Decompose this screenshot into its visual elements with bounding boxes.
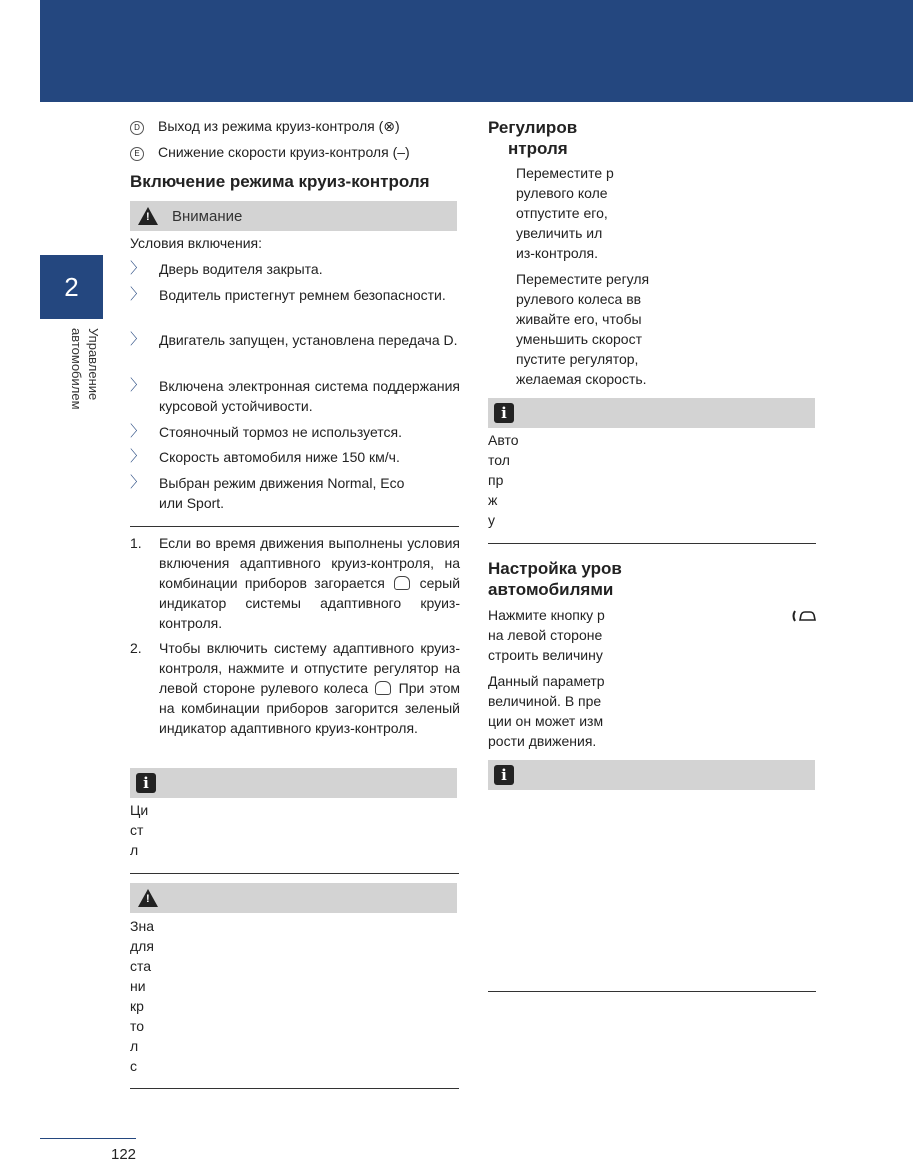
info-icon: i: [136, 773, 156, 793]
info-icon: i: [494, 403, 514, 423]
legend-text: Снижение скорости круиз-контроля (–): [158, 144, 410, 160]
warning-label: Внимание: [172, 207, 243, 225]
divider: [130, 1088, 459, 1089]
divider: [488, 991, 816, 992]
list-item: 〉 Двигатель запущен, установлена передача D.: [130, 331, 458, 348]
chevron-right-icon: 〉: [130, 260, 146, 277]
divider: [488, 543, 816, 544]
legend-letter: D: [130, 121, 144, 135]
list-item: 〉 Водитель пристегнут ремнем безопасности.: [130, 286, 446, 303]
step-item: 2. Чтобы включить систему адаптивного круиз-контроля, нажмите и отпустите регулятор на левой стороне рулевого колеса При этом на комбинации приборов загорится зеленый индикатор адаптивного круиз-контроля.: [130, 640, 461, 736]
cruise-control-icon: [394, 576, 410, 590]
chapter-label-line1: Управление: [86, 328, 101, 401]
chapter-label-line2: автомобилем: [69, 328, 84, 410]
chevron-right-icon: 〉: [130, 448, 146, 465]
warning-bar: [130, 201, 457, 231]
divider: [130, 526, 459, 527]
list-item: 〉 Включена электронная система поддержания курсовой устойчивости.: [130, 377, 460, 414]
info-bar: [488, 398, 815, 428]
chevron-right-icon: 〉: [130, 331, 146, 348]
warning-icon: [138, 889, 158, 907]
legend-text: Выход из режима круиз-контроля (⊗): [158, 118, 400, 134]
step-item: 1. Если во время движения выполнены условия включения адаптивного круиз-контроля, на комбинации приборов загорается серый индикатор системы адаптивного круиз-контроля.: [130, 535, 461, 631]
paragraph: Данный параметр величиной. В пре ции он может изм рости движения.: [488, 673, 605, 749]
legend-item-d: [130, 118, 400, 135]
info-bar: [130, 768, 457, 798]
chapter-label: [62, 328, 102, 428]
legend-letter: E: [130, 147, 144, 161]
step-number: 2.: [130, 640, 142, 656]
info-stub: Ци ст л: [130, 802, 149, 858]
paragraph: Нажмите кнопку р на левой стороне строить величину: [488, 607, 605, 663]
legend-item-e: [130, 144, 410, 161]
section-heading: Включение режима круиз-контроля: [130, 172, 430, 191]
chapter-number: 2: [64, 271, 79, 302]
chevron-right-icon: 〉: [130, 423, 146, 440]
distance-button-icon: [791, 608, 817, 624]
warning-icon: [138, 207, 158, 225]
info-icon: i: [494, 765, 514, 785]
info-stub: Авто тол пр ж у: [488, 432, 519, 528]
list-item: 〉 Дверь водителя закрыта.: [130, 260, 323, 277]
list-item: 〉 Скорость автомобиля ниже 150 км/ч.: [130, 448, 400, 465]
chevron-right-icon: 〉: [130, 286, 146, 303]
cruise-control-icon: [375, 681, 391, 695]
page-number: 122: [111, 1146, 137, 1163]
chapter-tab: [40, 255, 103, 319]
step-number: 1.: [130, 535, 142, 551]
chevron-right-icon: 〉: [130, 474, 146, 491]
info-bar: [488, 760, 815, 790]
paragraph: Переместите регуля рулевого колеса вв живайте его, чтобы уменьшить скорост пустите регулятор, желаемая скорость.: [516, 271, 650, 387]
warning-stub: Зна для ста ни кр то л с: [130, 918, 154, 1074]
section-heading: Регулиров нтроля: [488, 118, 578, 158]
paragraph: Переместите р рулевого коле отпустите его, увеличить ил из-контроля.: [516, 165, 614, 261]
conditions-intro: Условия включения:: [130, 235, 262, 251]
divider: [130, 873, 459, 874]
list-item: 〉 Стояночный тормоз не используется.: [130, 423, 403, 440]
header-band: [40, 0, 913, 102]
list-item: 〉 Выбран режим движения Normal, Eco или Sport.: [130, 474, 405, 511]
footer-rule: [40, 1138, 136, 1139]
warning-bar-2: [130, 883, 457, 913]
section-heading: Настройка уров автомобилями: [488, 559, 622, 599]
chevron-right-icon: 〉: [130, 377, 146, 394]
